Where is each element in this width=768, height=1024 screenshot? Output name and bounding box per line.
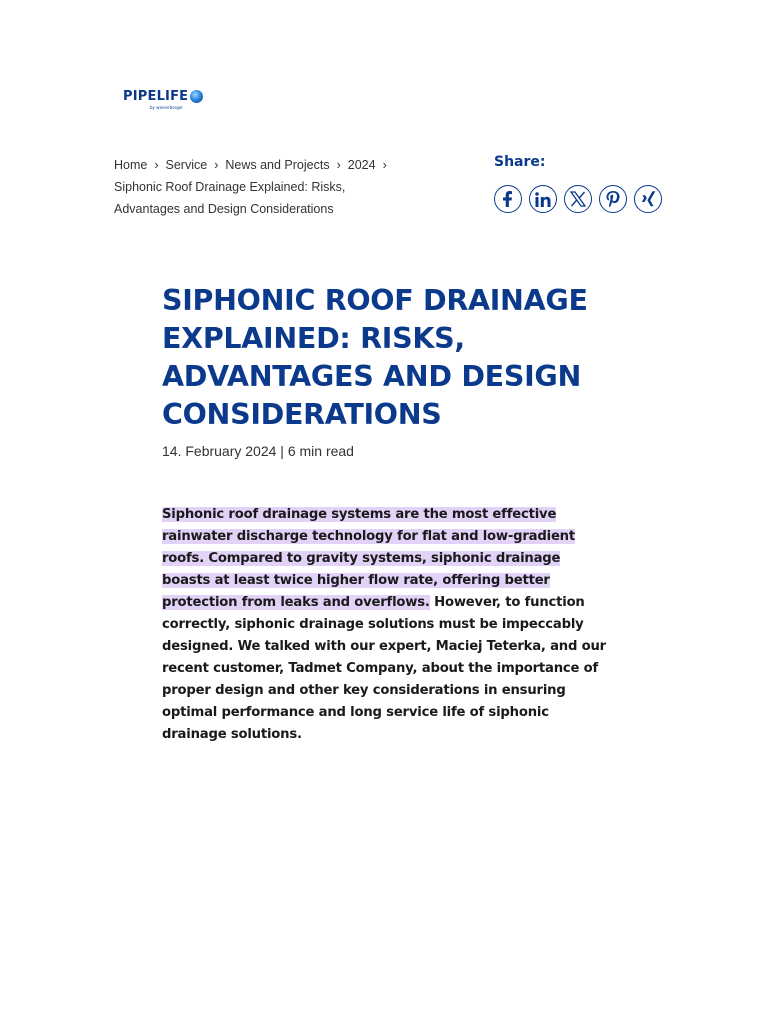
x-icon bbox=[570, 191, 586, 207]
meta-separator: | bbox=[280, 443, 284, 459]
article-title: SIPHONIC ROOF DRAINAGE EXPLAINED: RISKS, ADVANTAGES AND DESIGN CONSIDERATIONS bbox=[162, 284, 588, 431]
breadcrumb-current: Siphonic Roof Drainage Explained: Risks, Advantages and Design Considerations bbox=[114, 180, 346, 216]
logo-globe-icon bbox=[190, 90, 203, 103]
breadcrumb-separator: › bbox=[154, 158, 159, 172]
article-intro bbox=[162, 504, 612, 746]
breadcrumb-separator: › bbox=[382, 158, 387, 172]
pinterest-icon bbox=[606, 191, 620, 208]
share-pinterest-button[interactable] bbox=[599, 185, 627, 213]
breadcrumb-2024[interactable]: 2024 bbox=[347, 158, 376, 172]
article-meta bbox=[162, 443, 354, 459]
share-linkedin-button[interactable] bbox=[529, 185, 557, 213]
share-x-button[interactable] bbox=[564, 185, 592, 213]
share-facebook-button[interactable] bbox=[494, 185, 522, 213]
logo-row bbox=[123, 89, 203, 104]
breadcrumb-separator: › bbox=[336, 158, 341, 172]
logo-wordmark: PIPELIFE bbox=[123, 89, 189, 104]
facebook-icon bbox=[501, 191, 515, 207]
share-xing-button[interactable] bbox=[634, 185, 662, 213]
article-read-time: 6 min read bbox=[287, 443, 354, 459]
linkedin-icon bbox=[535, 192, 551, 207]
breadcrumb-separator: › bbox=[214, 158, 219, 172]
pipelife-logo[interactable] bbox=[123, 89, 203, 110]
breadcrumb-home[interactable]: Home bbox=[114, 158, 148, 172]
breadcrumb bbox=[114, 154, 414, 220]
logo-tagline: by wienerberger bbox=[150, 105, 183, 110]
breadcrumb-service[interactable]: Service bbox=[165, 158, 208, 172]
share-label: Share: bbox=[494, 154, 546, 170]
share-icons bbox=[494, 185, 662, 213]
article-date: 14. February 2024 bbox=[162, 443, 277, 459]
intro-highlighted-text: Siphonic roof drainage systems are the most effective rainwater discharge technology for flat and low-gradient roofs. Compared to gravity systems, siphonic drainage boasts at least twice higher flow rate, offering better protection from leaks and overflows. bbox=[162, 507, 575, 610]
intro-text: However, to function correctly, siphonic drainage solutions must be impeccably designed. We talked with our expert, Maciej Teterka, and our recent customer, Tadmet Company, about the importance of proper design and other key considerations in ensuring optimal performance and long service life of siphonic drainage solutions. bbox=[162, 595, 606, 742]
xing-icon bbox=[641, 191, 656, 208]
share-section bbox=[494, 154, 662, 213]
breadcrumb-news-and-projects[interactable]: News and Projects bbox=[225, 158, 330, 172]
